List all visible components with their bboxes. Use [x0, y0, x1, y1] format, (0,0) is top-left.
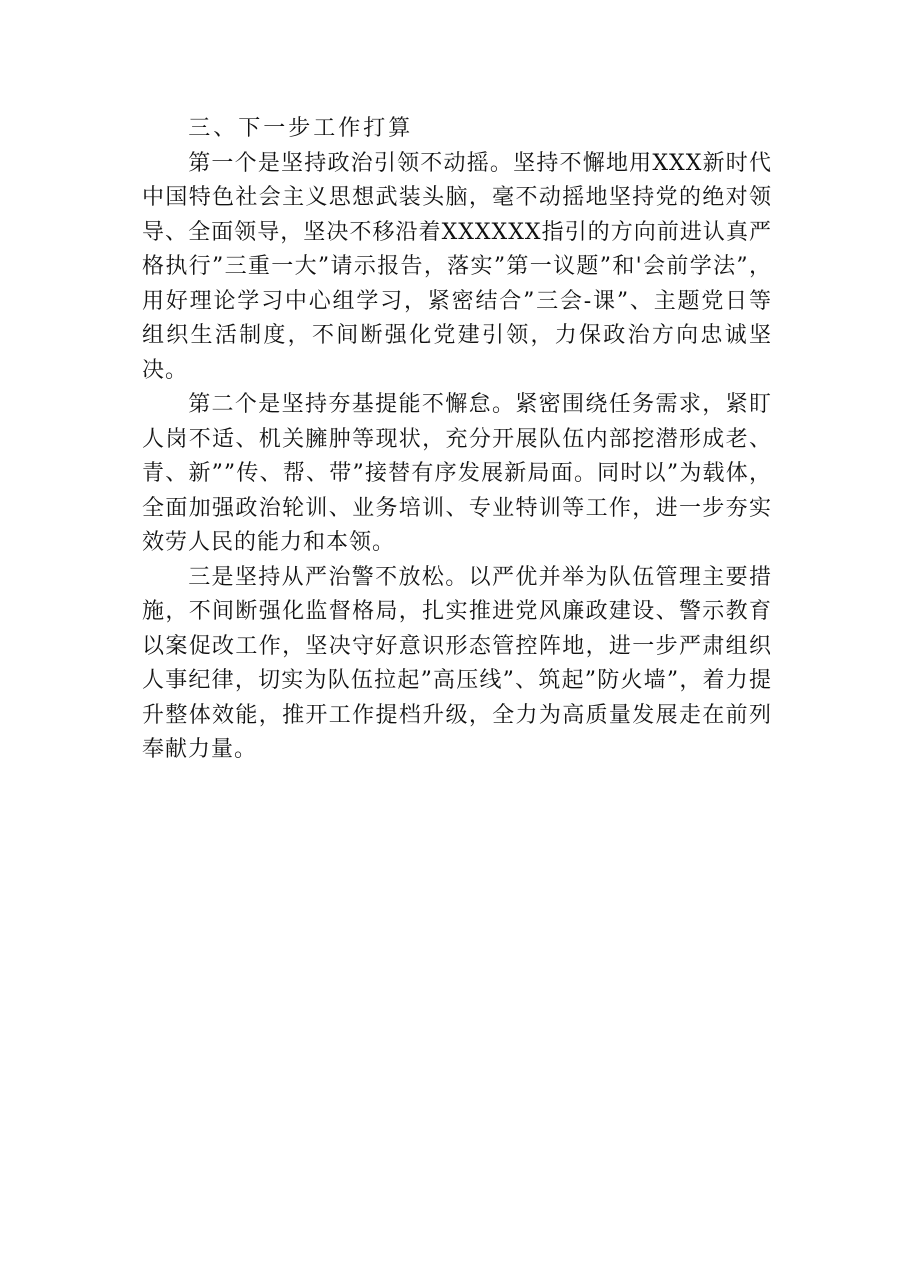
document-body — [142, 112, 772, 768]
section-heading: 三、下一步工作打算 — [188, 116, 414, 141]
paragraph-capability-building: 第二个是坚持夯基提能不懈怠。紧密围绕任务需求，紧盯人岗不适、机关臃肿等现状，充分开展队伍内部挖潜形成老、青、新””传、帮、带”接替有序发展新局面。同时以”为载体，全面加强政治轮训、业务培训、专业特训等工作，进一步夯实效劳人民的能力和本领。 — [142, 392, 772, 555]
paragraph-strict-management: 三是坚持从严治警不放松。以严优并举为队伍管理主要措施，不间断强化监督格局，扎实推进党风廉政建设、警示教育以案促改工作，坚决守好意识形态管控阵地，进一步严肃组织人事纪律，切实为队伍拉起”高压线”、筑起”防火墙”，着力提升整体效能，推开工作提档升级，全力为高质量发展走在前列奉献力量。 — [142, 564, 772, 762]
paragraph-political-leadership: 第一个是坚持政治引领不动摇。坚持不懈地用XXX新时代中国特色社会主义思想武装头脑，毫不动摇地坚持党的绝对领导、全面领导，坚决不移沿着XXXXXX指引的方向前进认真严格执行”三重一大”请示报告，落实”第一议题”和'会前学法”，用好理论学习中心组学习，紧密结合”三会-课”、主题党日等组织生活制度，不间断强化党建引领，力保政治方向忠诚坚决。 — [142, 150, 772, 383]
